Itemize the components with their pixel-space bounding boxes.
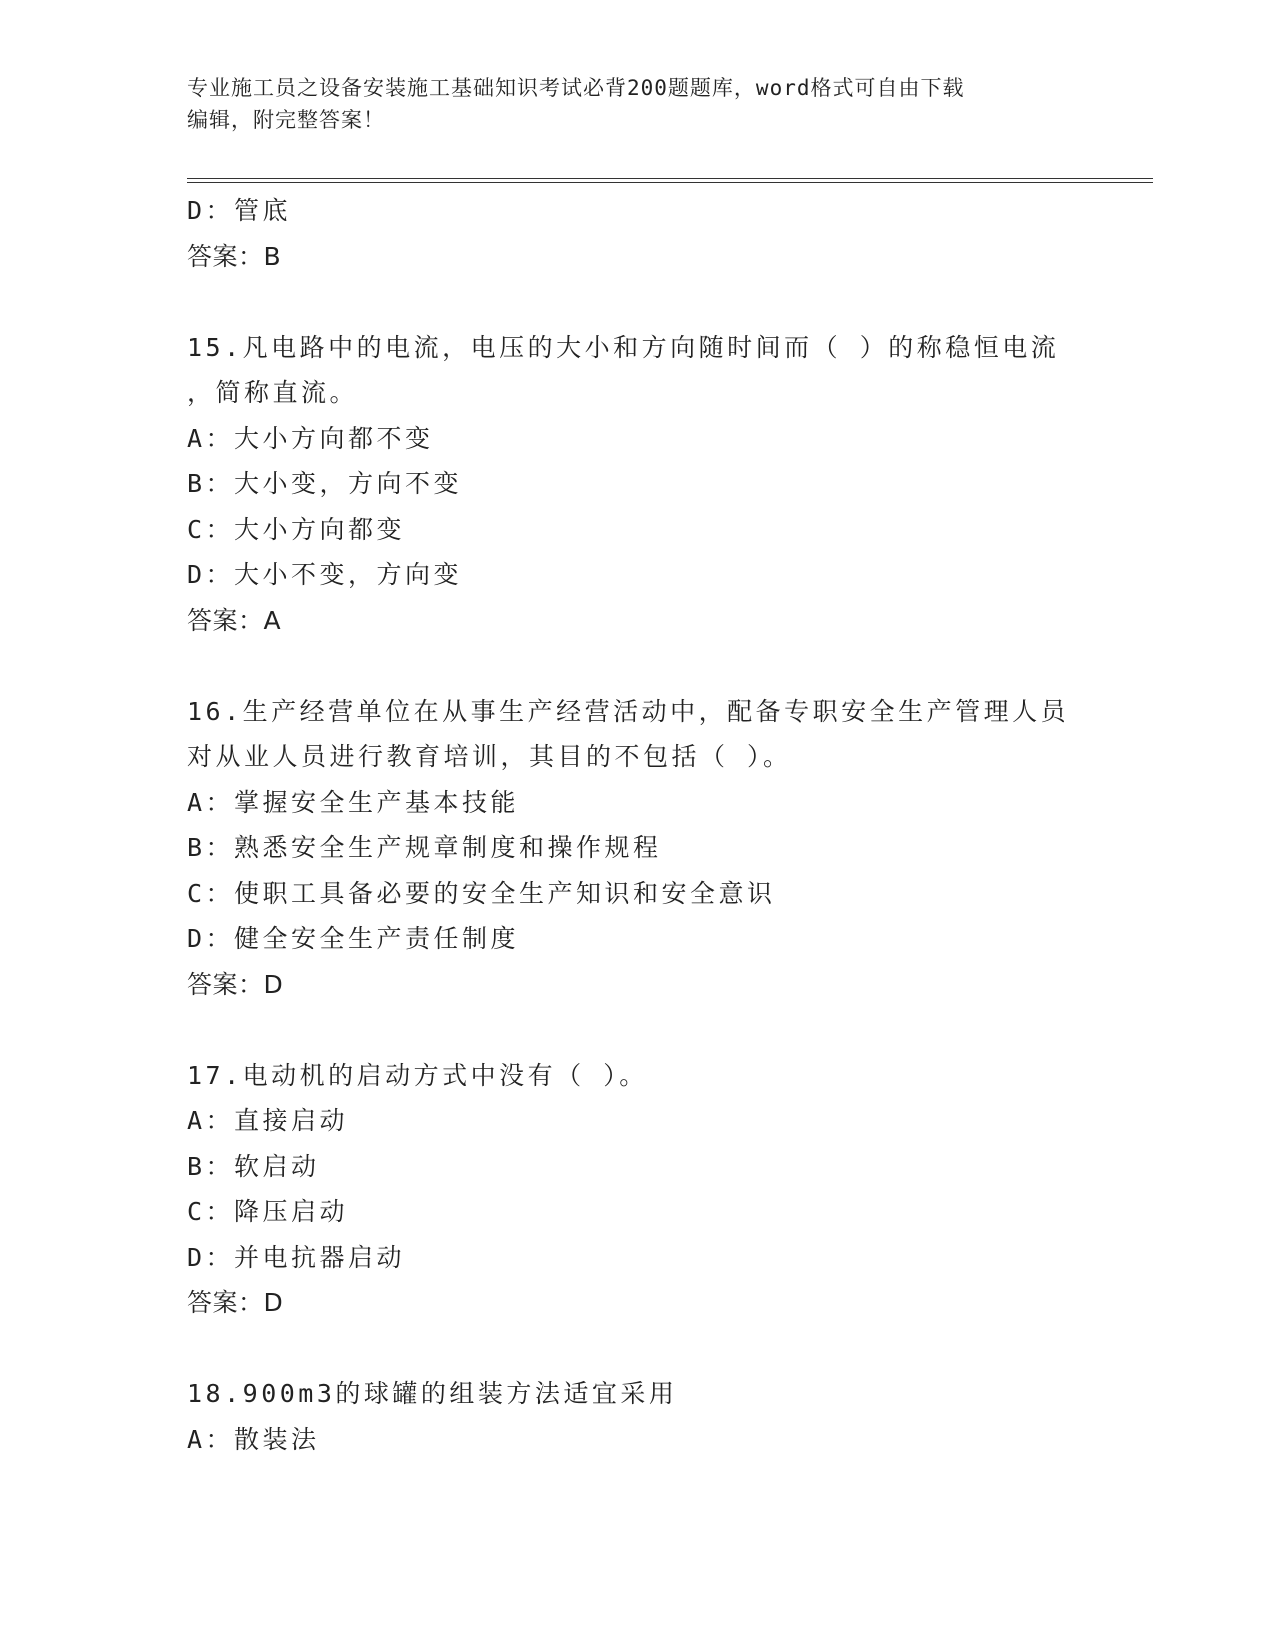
document-header	[187, 72, 1067, 136]
question-stem: 17.电动机的启动方式中没有（ ）。	[187, 1060, 648, 1090]
question-block-16	[187, 689, 1087, 1008]
option-c: C：大小方向都变	[187, 514, 406, 544]
option-b: B：软启动	[187, 1151, 320, 1181]
header-title-line-1: 专业施工员之设备安装施工基础知识考试必背200题题库，word格式可自由下载	[187, 76, 965, 100]
question-block-18	[187, 1371, 1087, 1462]
option-d: D：管底	[187, 196, 292, 225]
option-d: D：大小不变，方向变	[187, 560, 463, 589]
question-stem-continued: ，简称直流。	[187, 378, 359, 407]
option-b: B：熟悉安全生产规章制度和操作规程	[187, 833, 662, 862]
spacer	[187, 279, 1087, 325]
option-c: C：使职工具备必要的安全生产知识和安全意识	[187, 878, 776, 908]
question-block-14-tail	[187, 188, 1087, 279]
option-c: C：降压启动	[187, 1197, 349, 1226]
option-d: D：健全安全生产责任制度	[187, 924, 520, 953]
spacer	[187, 1326, 1087, 1372]
spacer	[187, 1007, 1087, 1053]
answer-line: 答案：A	[187, 605, 282, 635]
question-block-15	[187, 325, 1087, 644]
spacer	[187, 643, 1087, 689]
option-b: B：大小变，方向不变	[187, 469, 463, 498]
question-stem: 16.生产经营单位在从事生产经营活动中，配备专职安全生产管理人员	[187, 696, 1070, 726]
option-a: A：大小方向都不变	[187, 423, 434, 453]
question-stem: 18.900m3的球罐的组装方法适宜采用	[187, 1379, 678, 1408]
document-body	[187, 188, 1087, 1462]
option-a: A：直接启动	[187, 1106, 349, 1135]
answer-line: 答案：D	[187, 1288, 284, 1317]
answer-line: 答案：D	[187, 969, 284, 999]
header-divider-top	[187, 178, 1153, 179]
option-d: D：并电抗器启动	[187, 1242, 406, 1272]
answer-line: 答案：B	[187, 241, 282, 271]
option-a: A：散装法	[187, 1424, 320, 1454]
question-stem-continued: 对从业人员进行教育培训，其目的不包括（ ）。	[187, 742, 792, 771]
header-divider-bottom	[187, 182, 1153, 183]
question-block-17	[187, 1053, 1087, 1326]
header-title-line-2: 编辑，附完整答案！	[187, 108, 385, 132]
option-a: A：掌握安全生产基本技能	[187, 787, 520, 817]
question-stem: 15.凡电路中的电流，电压的大小和方向随时间而（ ）的称稳恒电流	[187, 332, 1060, 362]
